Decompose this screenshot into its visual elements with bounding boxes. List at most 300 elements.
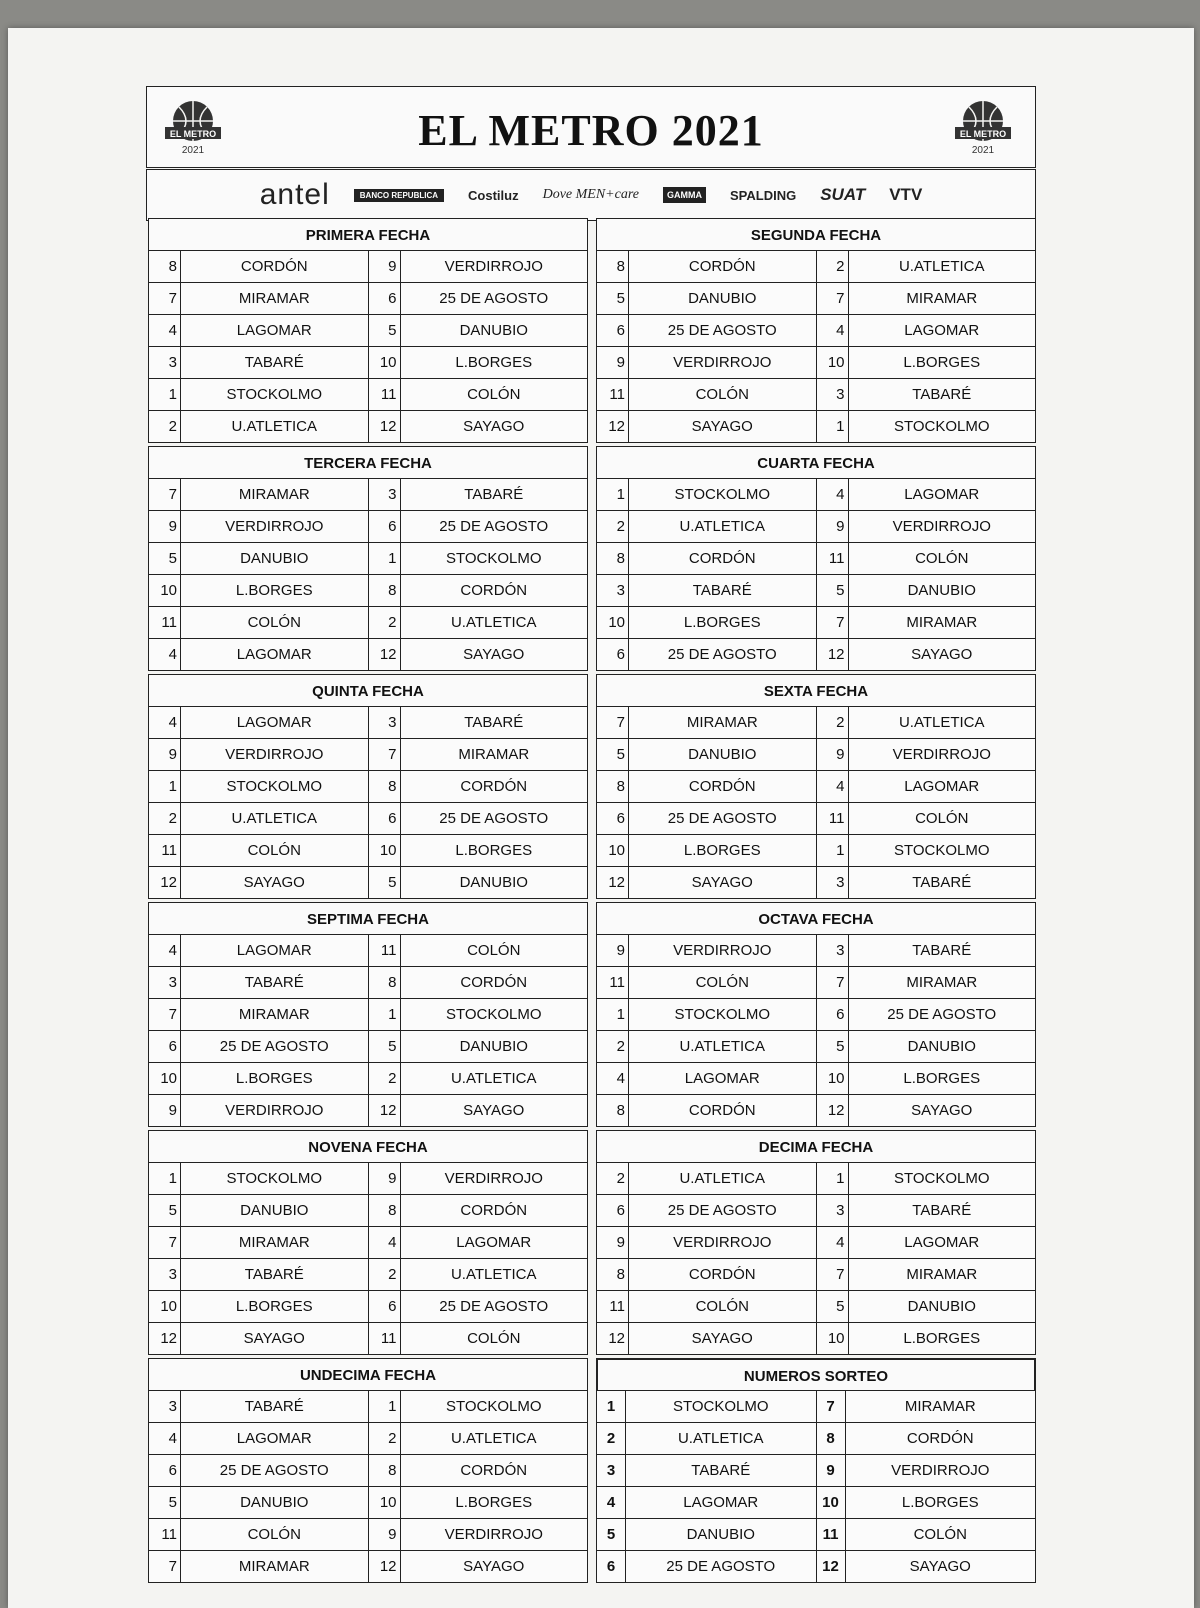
team-name: DANUBIO <box>181 1487 369 1519</box>
team-number: 4 <box>816 1227 848 1259</box>
match-row <box>149 999 588 1031</box>
team-name: CORDÓN <box>629 771 817 803</box>
team-number: 5 <box>816 1291 848 1323</box>
match-row <box>597 999 1036 1031</box>
match-row <box>597 1227 1036 1259</box>
team-name: DANUBIO <box>400 1031 588 1063</box>
match-row <box>149 967 588 999</box>
team-name: STOCKOLMO <box>629 479 817 511</box>
team-name: LAGOMAR <box>181 935 369 967</box>
fecha-table <box>148 1358 588 1583</box>
team-number: 12 <box>597 411 629 443</box>
fecha-table <box>596 674 1036 899</box>
team-number: 1 <box>368 999 400 1031</box>
match-row <box>597 1551 1036 1583</box>
team-name: VERDIRROJO <box>848 739 1036 771</box>
team-number: 9 <box>597 1227 629 1259</box>
team-name: TABARÉ <box>400 707 588 739</box>
team-name: DANUBIO <box>629 739 817 771</box>
team-number: 2 <box>149 803 181 835</box>
team-name: TABARÉ <box>181 347 369 379</box>
logo-text: EL METRO <box>169 129 217 139</box>
team-number: 10 <box>597 607 629 639</box>
match-row <box>149 935 588 967</box>
team-name: DANUBIO <box>848 575 1036 607</box>
logo-year: 2021 <box>181 145 205 156</box>
team-number: 5 <box>368 867 400 899</box>
fecha-table <box>148 902 588 1127</box>
team-number: 8 <box>149 251 181 283</box>
team-number: 11 <box>368 1323 400 1355</box>
team-name: TABARÉ <box>400 479 588 511</box>
team-number: 9 <box>816 511 848 543</box>
team-number: 8 <box>597 251 629 283</box>
fecha-title: SEXTA FECHA <box>596 674 1036 706</box>
team-number: 3 <box>149 347 181 379</box>
sponsor-gamma-logo: GAMMA <box>663 187 706 203</box>
team-number: 12 <box>816 1551 845 1583</box>
team-number: 2 <box>816 707 848 739</box>
fecha-table <box>148 218 588 443</box>
match-row <box>149 1195 588 1227</box>
team-name: U.ATLETICA <box>181 803 369 835</box>
fecha-table <box>596 902 1036 1127</box>
team-number: 7 <box>816 1391 845 1423</box>
team-number: 2 <box>368 1063 400 1095</box>
team-number: 12 <box>149 1323 181 1355</box>
team-name: CORDÓN <box>400 771 588 803</box>
team-number: 12 <box>368 1095 400 1127</box>
match-row <box>149 347 588 379</box>
team-number: 1 <box>149 379 181 411</box>
team-name: STOCKOLMO <box>181 1163 369 1195</box>
team-name: COLÓN <box>181 835 369 867</box>
team-name: DANUBIO <box>629 283 817 315</box>
team-name: DANUBIO <box>848 1031 1036 1063</box>
team-number: 1 <box>368 1391 400 1423</box>
match-row <box>597 1031 1036 1063</box>
team-number: 2 <box>149 411 181 443</box>
match-table <box>148 1390 588 1583</box>
team-name: LAGOMAR <box>848 315 1036 347</box>
team-name: MIRAMAR <box>181 1227 369 1259</box>
team-name: TABARÉ <box>626 1455 817 1487</box>
team-name: STOCKOLMO <box>181 379 369 411</box>
match-row <box>149 639 588 671</box>
team-number: 10 <box>816 1323 848 1355</box>
team-name: 25 DE AGOSTO <box>400 1291 588 1323</box>
match-row <box>149 867 588 899</box>
team-number: 4 <box>149 707 181 739</box>
match-row <box>149 607 588 639</box>
team-number: 10 <box>816 347 848 379</box>
fecha-title: NOVENA FECHA <box>148 1130 588 1162</box>
team-number: 11 <box>816 543 848 575</box>
team-name: MIRAMAR <box>848 607 1036 639</box>
team-name: VERDIRROJO <box>181 1095 369 1127</box>
team-name: CORDÓN <box>629 251 817 283</box>
team-number: 4 <box>149 639 181 671</box>
team-number: 6 <box>368 511 400 543</box>
fecha-title: TERCERA FECHA <box>148 446 588 478</box>
team-name: U.ATLETICA <box>848 707 1036 739</box>
team-number: 1 <box>816 1163 848 1195</box>
match-row <box>149 707 588 739</box>
team-number: 5 <box>597 283 629 315</box>
sponsor-banco-logo: BANCO REPUBLICA <box>354 189 444 202</box>
match-row <box>597 1519 1036 1551</box>
match-row <box>597 1291 1036 1323</box>
fecha-title: CUARTA FECHA <box>596 446 1036 478</box>
match-row <box>597 835 1036 867</box>
match-table <box>596 250 1036 443</box>
team-name: L.BORGES <box>400 347 588 379</box>
team-number: 4 <box>149 1423 181 1455</box>
team-number: 3 <box>597 1455 626 1487</box>
team-name: DANUBIO <box>181 1195 369 1227</box>
match-row <box>597 575 1036 607</box>
team-number: 4 <box>816 315 848 347</box>
team-name: DANUBIO <box>626 1519 817 1551</box>
team-number: 11 <box>149 835 181 867</box>
team-number: 5 <box>816 575 848 607</box>
team-name: TABARÉ <box>629 575 817 607</box>
logo-year: 2021 <box>971 145 995 156</box>
team-name: U.ATLETICA <box>400 607 588 639</box>
team-number: 8 <box>597 1095 629 1127</box>
team-name: COLÓN <box>181 607 369 639</box>
fecha-table <box>596 218 1036 443</box>
team-number: 3 <box>149 1391 181 1423</box>
team-number: 1 <box>597 1391 626 1423</box>
team-number: 12 <box>597 1323 629 1355</box>
team-number: 8 <box>368 575 400 607</box>
team-name: U.ATLETICA <box>629 1163 817 1195</box>
team-name: U.ATLETICA <box>181 411 369 443</box>
match-row <box>149 1259 588 1291</box>
team-name: MIRAMAR <box>845 1391 1036 1423</box>
match-row <box>149 379 588 411</box>
team-number: 8 <box>597 771 629 803</box>
team-number: 9 <box>816 1455 845 1487</box>
team-name: VERDIRROJO <box>848 511 1036 543</box>
team-number: 3 <box>816 379 848 411</box>
match-table <box>148 478 588 671</box>
sponsor-antel-logo: antel <box>259 178 330 211</box>
team-name: STOCKOLMO <box>848 1163 1036 1195</box>
match-table <box>596 706 1036 899</box>
team-name: STOCKOLMO <box>400 1391 588 1423</box>
team-number: 11 <box>149 607 181 639</box>
team-name: 25 DE AGOSTO <box>629 639 817 671</box>
match-row <box>149 511 588 543</box>
team-name: L.BORGES <box>848 347 1036 379</box>
sorteo-table <box>596 1358 1036 1583</box>
team-name: 25 DE AGOSTO <box>629 315 817 347</box>
team-number: 6 <box>597 315 629 347</box>
team-name: SAYAGO <box>400 639 588 671</box>
team-name: TABARÉ <box>848 867 1036 899</box>
team-number: 3 <box>149 967 181 999</box>
match-row <box>149 1551 588 1583</box>
team-name: 25 DE AGOSTO <box>181 1031 369 1063</box>
team-name: L.BORGES <box>400 835 588 867</box>
team-number: 7 <box>149 1551 181 1583</box>
team-name: SAYAGO <box>848 639 1036 671</box>
match-row <box>597 1323 1036 1355</box>
fecha-title: NUMEROS SORTEO <box>596 1358 1036 1390</box>
team-number: 1 <box>816 835 848 867</box>
team-name: DANUBIO <box>181 543 369 575</box>
team-name: STOCKOLMO <box>848 411 1036 443</box>
team-number: 7 <box>149 283 181 315</box>
team-number: 5 <box>149 1487 181 1519</box>
team-number: 7 <box>149 1227 181 1259</box>
team-number: 7 <box>816 967 848 999</box>
team-name: 25 DE AGOSTO <box>400 283 588 315</box>
header-box <box>146 86 1036 168</box>
team-number: 2 <box>368 1259 400 1291</box>
team-name: VERDIRROJO <box>629 1227 817 1259</box>
team-number: 10 <box>368 347 400 379</box>
team-number: 9 <box>149 511 181 543</box>
team-name: L.BORGES <box>181 1291 369 1323</box>
match-row <box>597 803 1036 835</box>
basketball-logo-icon <box>953 97 1013 159</box>
team-name: L.BORGES <box>629 607 817 639</box>
match-row <box>597 935 1036 967</box>
team-number: 11 <box>368 935 400 967</box>
team-number: 1 <box>149 1163 181 1195</box>
match-row <box>149 1291 588 1323</box>
team-number: 6 <box>368 283 400 315</box>
team-number: 5 <box>597 739 629 771</box>
team-number: 9 <box>149 1095 181 1127</box>
match-row <box>149 1487 588 1519</box>
team-number: 8 <box>597 1259 629 1291</box>
team-number: 12 <box>816 1095 848 1127</box>
team-number: 9 <box>597 347 629 379</box>
sponsor-vtv-logo: VTV <box>889 185 923 204</box>
team-name: COLÓN <box>400 1323 588 1355</box>
team-number: 6 <box>597 1195 629 1227</box>
team-name: L.BORGES <box>848 1323 1036 1355</box>
team-name: DANUBIO <box>400 867 588 899</box>
team-name: 25 DE AGOSTO <box>848 999 1036 1031</box>
team-number: 5 <box>816 1031 848 1063</box>
fecha-title: SEPTIMA FECHA <box>148 902 588 934</box>
match-row <box>149 1063 588 1095</box>
team-number: 9 <box>597 935 629 967</box>
team-number: 10 <box>149 575 181 607</box>
match-row <box>149 739 588 771</box>
team-number: 9 <box>368 1519 400 1551</box>
paper-sheet <box>8 28 1194 1608</box>
fecha-title: DECIMA FECHA <box>596 1130 1036 1162</box>
team-number: 1 <box>368 543 400 575</box>
team-name: VERDIRROJO <box>400 1163 588 1195</box>
team-number: 2 <box>368 607 400 639</box>
match-row <box>597 347 1036 379</box>
team-number: 5 <box>368 1031 400 1063</box>
match-row <box>149 1455 588 1487</box>
team-name: COLÓN <box>629 967 817 999</box>
fecha-title: OCTAVA FECHA <box>596 902 1036 934</box>
team-name: TABARÉ <box>181 1391 369 1423</box>
team-number: 12 <box>368 1551 400 1583</box>
match-row <box>597 867 1036 899</box>
team-name: TABARÉ <box>848 1195 1036 1227</box>
team-name: U.ATLETICA <box>629 1031 817 1063</box>
logo-text: EL METRO <box>959 129 1007 139</box>
team-name: SAYAGO <box>400 1095 588 1127</box>
team-name: COLÓN <box>848 543 1036 575</box>
match-row <box>597 315 1036 347</box>
team-name: VERDIRROJO <box>181 739 369 771</box>
match-row <box>597 1455 1036 1487</box>
team-number: 3 <box>816 1195 848 1227</box>
team-number: 1 <box>816 411 848 443</box>
match-row <box>597 1259 1036 1291</box>
team-name: STOCKOLMO <box>629 999 817 1031</box>
team-name: TABARÉ <box>181 1259 369 1291</box>
team-number: 8 <box>368 771 400 803</box>
team-name: LAGOMAR <box>181 707 369 739</box>
team-number: 10 <box>816 1063 848 1095</box>
match-row <box>149 575 588 607</box>
team-number: 4 <box>149 935 181 967</box>
match-row <box>149 411 588 443</box>
match-row <box>149 283 588 315</box>
match-row <box>597 1423 1036 1455</box>
sponsor-dove-logo: Dove MEN+care <box>542 187 639 202</box>
team-number: 11 <box>597 967 629 999</box>
team-number: 11 <box>816 803 848 835</box>
team-number: 5 <box>368 315 400 347</box>
team-name: L.BORGES <box>181 575 369 607</box>
team-number: 8 <box>368 1195 400 1227</box>
team-number: 9 <box>816 739 848 771</box>
team-name: COLÓN <box>400 935 588 967</box>
page-title: EL METRO 2021 <box>418 106 764 155</box>
team-name: CORDÓN <box>400 575 588 607</box>
match-row <box>597 1487 1036 1519</box>
team-name: L.BORGES <box>400 1487 588 1519</box>
team-name: U.ATLETICA <box>400 1423 588 1455</box>
team-name: VERDIRROJO <box>629 935 817 967</box>
team-name: SAYAGO <box>181 867 369 899</box>
team-name: LAGOMAR <box>848 479 1036 511</box>
team-number: 7 <box>816 607 848 639</box>
team-name: MIRAMAR <box>400 739 588 771</box>
match-row <box>597 1095 1036 1127</box>
team-number: 10 <box>816 1487 845 1519</box>
fecha-table <box>596 1130 1036 1355</box>
match-row <box>597 479 1036 511</box>
team-number: 5 <box>149 543 181 575</box>
team-number: 6 <box>597 1551 626 1583</box>
team-name: CORDÓN <box>629 1259 817 1291</box>
team-number: 6 <box>597 803 629 835</box>
team-name: LAGOMAR <box>181 1423 369 1455</box>
team-number: 2 <box>597 1031 629 1063</box>
match-row <box>597 1391 1036 1423</box>
match-row <box>149 479 588 511</box>
team-name: L.BORGES <box>629 835 817 867</box>
team-number: 11 <box>597 379 629 411</box>
team-number: 3 <box>816 867 848 899</box>
team-name: 25 DE AGOSTO <box>400 511 588 543</box>
team-number: 10 <box>368 835 400 867</box>
fecha-table <box>596 446 1036 671</box>
team-number: 6 <box>149 1031 181 1063</box>
team-number: 2 <box>816 251 848 283</box>
team-number: 4 <box>816 479 848 511</box>
match-row <box>597 251 1036 283</box>
match-row <box>597 1063 1036 1095</box>
team-name: SAYAGO <box>629 867 817 899</box>
team-name: VERDIRROJO <box>181 511 369 543</box>
team-number: 9 <box>149 739 181 771</box>
team-name: U.ATLETICA <box>629 511 817 543</box>
sponsor-suat-logo: SUAT <box>820 185 866 204</box>
team-name: TABARÉ <box>848 379 1036 411</box>
team-number: 3 <box>368 707 400 739</box>
match-table <box>596 934 1036 1127</box>
team-name: STOCKOLMO <box>626 1391 817 1423</box>
team-name: STOCKOLMO <box>400 999 588 1031</box>
team-number: 7 <box>368 739 400 771</box>
team-name: TABARÉ <box>848 935 1036 967</box>
team-name: 25 DE AGOSTO <box>626 1551 817 1583</box>
team-number: 8 <box>368 1455 400 1487</box>
team-number: 11 <box>597 1291 629 1323</box>
match-row <box>597 639 1036 671</box>
team-name: STOCKOLMO <box>848 835 1036 867</box>
team-name: COLÓN <box>181 1519 369 1551</box>
sponsor-costiluz-logo: Costiluz <box>468 187 519 203</box>
team-name: LAGOMAR <box>626 1487 817 1519</box>
team-name: SAYAGO <box>400 411 588 443</box>
team-name: COLÓN <box>845 1519 1036 1551</box>
match-row <box>149 1323 588 1355</box>
team-name: LAGOMAR <box>848 771 1036 803</box>
match-row <box>597 543 1036 575</box>
team-name: CORDÓN <box>181 251 369 283</box>
match-row <box>149 543 588 575</box>
team-number: 11 <box>816 1519 845 1551</box>
team-name: SAYAGO <box>400 1551 588 1583</box>
team-name: LAGOMAR <box>181 639 369 671</box>
team-name: SAYAGO <box>845 1551 1036 1583</box>
match-table <box>596 1390 1036 1583</box>
team-number: 4 <box>816 771 848 803</box>
team-name: MIRAMAR <box>848 967 1036 999</box>
match-row <box>597 771 1036 803</box>
team-number: 5 <box>597 1519 626 1551</box>
team-name: LAGOMAR <box>181 315 369 347</box>
team-number: 6 <box>368 803 400 835</box>
team-name: STOCKOLMO <box>400 543 588 575</box>
fecha-title: UNDECIMA FECHA <box>148 1358 588 1390</box>
team-number: 10 <box>149 1291 181 1323</box>
team-number: 2 <box>368 1423 400 1455</box>
fecha-title: SEGUNDA FECHA <box>596 218 1036 250</box>
team-name: 25 DE AGOSTO <box>181 1455 369 1487</box>
team-number: 11 <box>368 379 400 411</box>
team-number: 8 <box>816 1423 845 1455</box>
match-row <box>149 1391 588 1423</box>
